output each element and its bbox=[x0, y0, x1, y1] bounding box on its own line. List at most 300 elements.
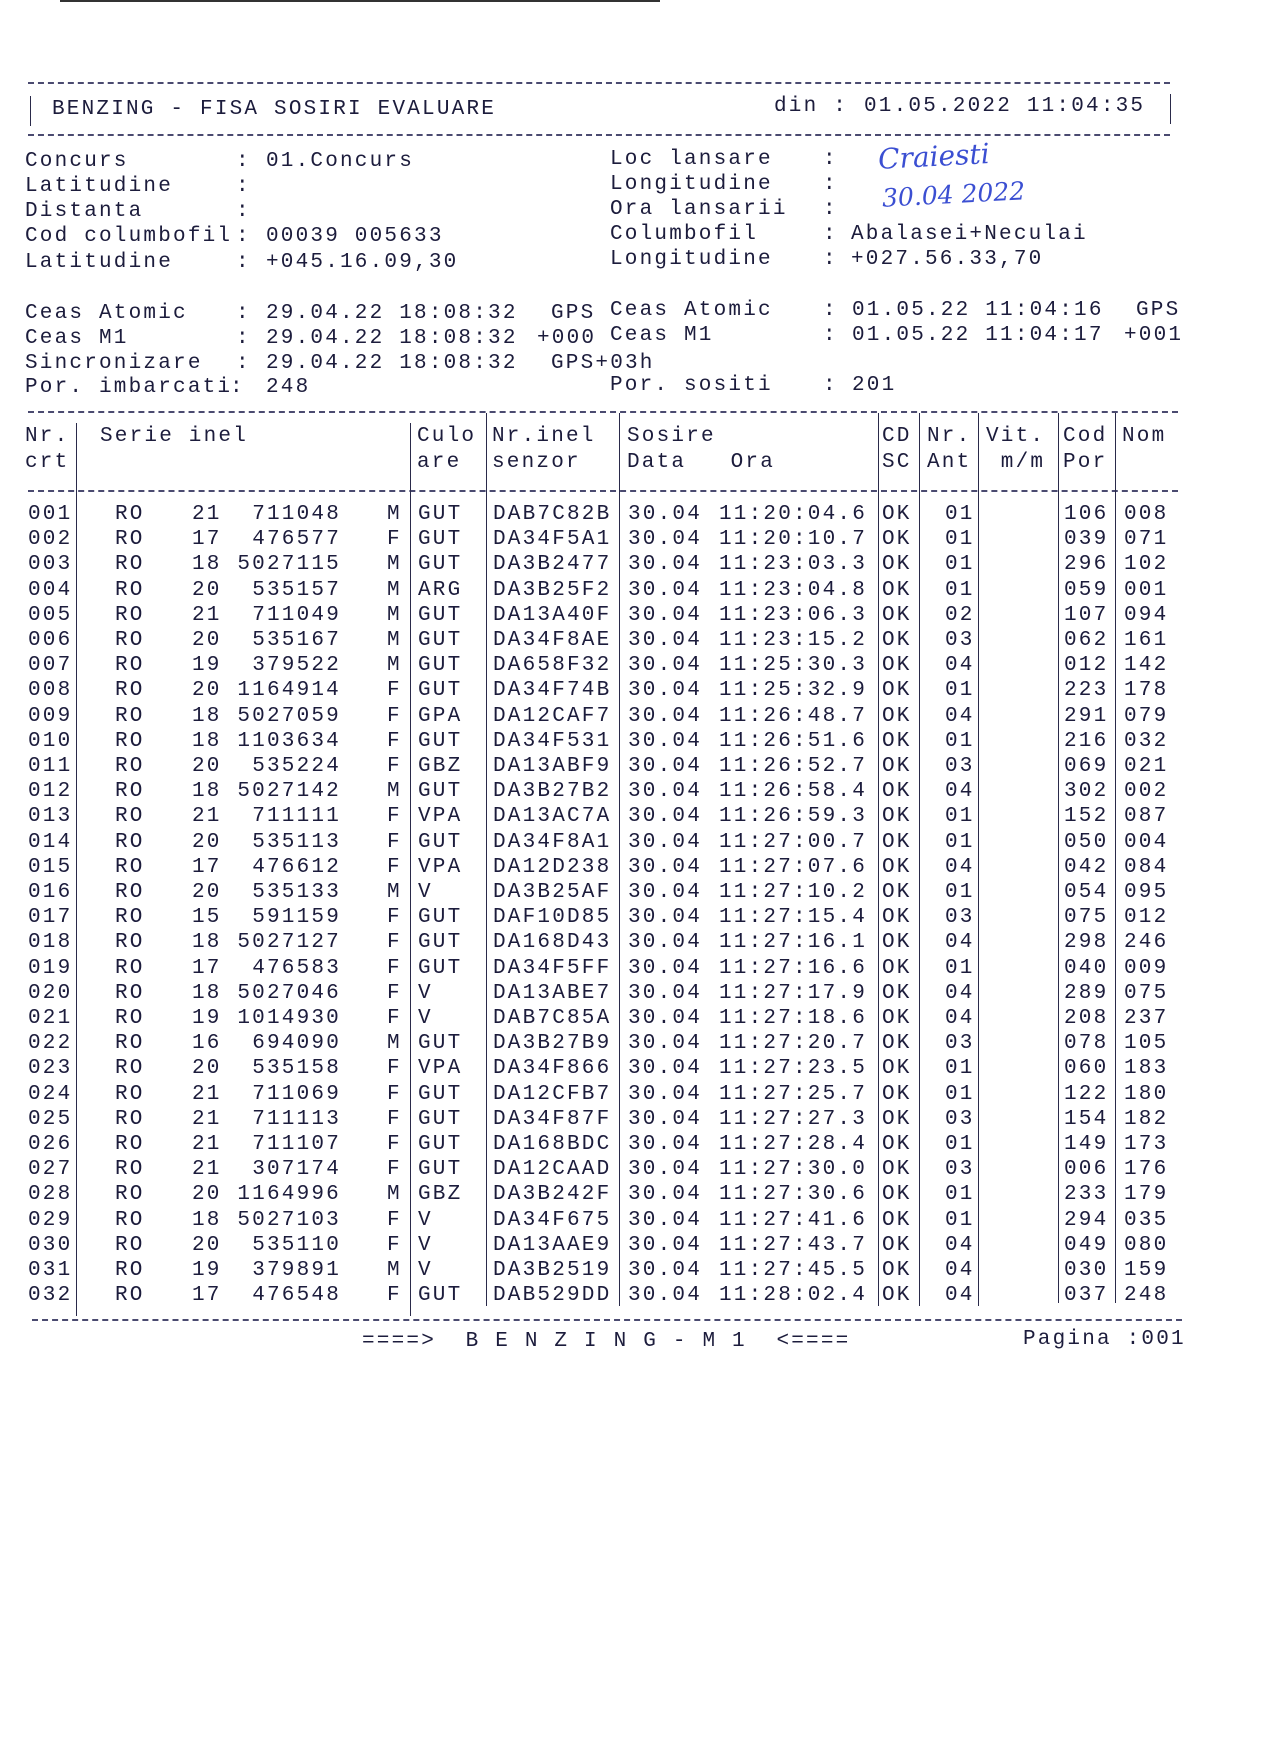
cd-sc: OK bbox=[882, 1183, 912, 1207]
cd-sc: OK bbox=[882, 931, 912, 955]
country: RO bbox=[115, 1284, 145, 1308]
country: RO bbox=[115, 755, 145, 778]
clock-label: Ceas M1 bbox=[610, 324, 714, 347]
nom: 079 bbox=[1124, 704, 1169, 728]
sensor-ring: DA3B27B2 bbox=[493, 780, 612, 804]
color: V bbox=[418, 1208, 433, 1232]
ring-number: 5027103 bbox=[237, 1208, 341, 1232]
divider bbox=[30, 96, 31, 126]
column-header-line2: SC bbox=[882, 451, 912, 474]
color: GUT bbox=[418, 654, 463, 678]
antenna: 02 bbox=[945, 603, 975, 627]
sex: M bbox=[387, 553, 402, 577]
cd-sc: OK bbox=[882, 1208, 912, 1232]
ring-year: 20 bbox=[192, 679, 222, 703]
antenna: 04 bbox=[945, 1233, 975, 1257]
sensor-ring: DA34F531 bbox=[493, 729, 612, 753]
divider bbox=[28, 82, 1170, 84]
color: GUT bbox=[418, 1133, 463, 1156]
row-number: 025 bbox=[28, 1107, 73, 1131]
sensor-ring: DA13A40F bbox=[493, 603, 612, 627]
ring-number: 1164996 bbox=[237, 1183, 341, 1207]
cd-sc: OK bbox=[882, 1007, 912, 1030]
sex: M bbox=[387, 654, 402, 678]
cod-por: 291 bbox=[1064, 704, 1109, 728]
row-number: 003 bbox=[28, 553, 73, 577]
antenna: 04 bbox=[945, 654, 975, 678]
ring-year: 18 bbox=[192, 729, 222, 753]
clock-value: 29.04.22 18:08:32 bbox=[266, 352, 518, 375]
column-divider bbox=[1058, 413, 1059, 1303]
ring-number: 476577 bbox=[252, 528, 341, 552]
ring-number: 535110 bbox=[252, 1233, 341, 1257]
color: GBZ bbox=[418, 1183, 463, 1207]
country: RO bbox=[115, 931, 145, 955]
clock-value: 29.04.22 18:08:32 bbox=[266, 302, 518, 325]
country: RO bbox=[115, 1057, 145, 1081]
ring-year: 19 bbox=[192, 1259, 222, 1282]
clock-label: Ceas Atomic bbox=[25, 302, 188, 325]
sex: F bbox=[387, 528, 402, 552]
sex: M bbox=[387, 1032, 402, 1056]
sensor-ring: DA12CFB7 bbox=[493, 1082, 612, 1106]
sensor-ring: DA13AAE9 bbox=[493, 1233, 612, 1257]
color: VPA bbox=[418, 855, 463, 879]
antenna: 03 bbox=[945, 629, 975, 652]
info-value: +045.16.09,30 bbox=[266, 251, 459, 274]
column-divider bbox=[76, 423, 77, 1316]
ring-year: 18 bbox=[192, 780, 222, 804]
cod-por: 078 bbox=[1064, 1032, 1109, 1056]
cod-por: 106 bbox=[1064, 503, 1109, 526]
country: RO bbox=[115, 1158, 145, 1182]
row-number: 023 bbox=[28, 1057, 73, 1081]
color: GUT bbox=[418, 931, 463, 955]
nom: 248 bbox=[1124, 1284, 1169, 1308]
cod-por: 054 bbox=[1064, 881, 1109, 904]
arrival-time: 11:27:30.6 bbox=[719, 1183, 868, 1207]
country: RO bbox=[115, 830, 145, 854]
sensor-ring: DA3B2477 bbox=[493, 553, 612, 577]
ring-number: 476583 bbox=[252, 956, 341, 980]
nom: 180 bbox=[1124, 1082, 1169, 1106]
arrival-time: 11:27:45.5 bbox=[719, 1259, 868, 1282]
table-row bbox=[0, 805, 1276, 829]
cod-por: 154 bbox=[1064, 1107, 1109, 1131]
colon: : bbox=[236, 327, 251, 350]
sensor-ring: DAB529DD bbox=[493, 1284, 612, 1308]
sex: F bbox=[387, 1057, 402, 1081]
arrival-time: 11:27:43.7 bbox=[719, 1233, 868, 1257]
clock-suffix: +000 bbox=[537, 327, 597, 350]
ring-number: 307174 bbox=[252, 1158, 341, 1182]
cd-sc: OK bbox=[882, 729, 912, 753]
antenna: 01 bbox=[945, 729, 975, 753]
arrival-time: 11:27:15.4 bbox=[719, 906, 868, 930]
column-header: Nr. bbox=[927, 425, 972, 448]
nom: 161 bbox=[1124, 629, 1169, 652]
cd-sc: OK bbox=[882, 553, 912, 577]
antenna: 04 bbox=[945, 1259, 975, 1282]
column-header-line2: are bbox=[417, 451, 462, 474]
cd-sc: OK bbox=[882, 704, 912, 728]
arrival-date: 30.04 bbox=[628, 503, 703, 526]
cd-sc: OK bbox=[882, 906, 912, 930]
arrival-date: 30.04 bbox=[628, 679, 703, 703]
column-header: Serie inel bbox=[100, 425, 249, 448]
table-row bbox=[0, 1032, 1276, 1056]
clock-label: Ceas Atomic bbox=[610, 299, 773, 322]
cod-por: 040 bbox=[1064, 956, 1109, 980]
arrival-date: 30.04 bbox=[628, 1032, 703, 1056]
arrival-time: 11:27:10.2 bbox=[719, 881, 868, 904]
nom: 035 bbox=[1124, 1208, 1169, 1232]
color: VPA bbox=[418, 805, 463, 829]
color: V bbox=[418, 981, 433, 1005]
info-label: Columbofil bbox=[610, 223, 759, 246]
nom: 004 bbox=[1124, 830, 1169, 854]
sex: F bbox=[387, 805, 402, 829]
antenna: 01 bbox=[945, 503, 975, 526]
column-divider bbox=[878, 413, 879, 1306]
ring-number: 711049 bbox=[252, 603, 341, 627]
arrival-time: 11:25:30.3 bbox=[719, 654, 868, 678]
table-row bbox=[0, 780, 1276, 804]
ring-number: 5027046 bbox=[237, 981, 341, 1005]
arrival-date: 30.04 bbox=[628, 805, 703, 829]
table-row bbox=[0, 982, 1276, 1006]
arrival-time: 11:27:25.7 bbox=[719, 1082, 868, 1106]
colon: : bbox=[823, 173, 838, 196]
sex: F bbox=[387, 830, 402, 854]
sex: F bbox=[387, 1082, 402, 1106]
colon: : bbox=[236, 302, 251, 325]
cod-por: 075 bbox=[1064, 906, 1109, 930]
ring-number: 5027115 bbox=[237, 553, 341, 577]
clock-value: 248 bbox=[266, 376, 311, 399]
cod-por: 037 bbox=[1064, 1284, 1109, 1308]
antenna: 04 bbox=[945, 1284, 975, 1308]
column-divider bbox=[919, 413, 920, 1306]
nom: 183 bbox=[1124, 1057, 1169, 1081]
arrival-date: 30.04 bbox=[628, 578, 703, 602]
arrival-date: 30.04 bbox=[628, 855, 703, 879]
sex: F bbox=[387, 679, 402, 703]
antenna: 01 bbox=[945, 1057, 975, 1081]
sensor-ring: DA3B25AF bbox=[493, 881, 612, 904]
arrival-time: 11:27:27.3 bbox=[719, 1107, 868, 1131]
antenna: 01 bbox=[945, 1183, 975, 1207]
arrival-time: 11:27:28.4 bbox=[719, 1133, 868, 1156]
sex: F bbox=[387, 755, 402, 778]
cod-por: 107 bbox=[1064, 603, 1109, 627]
column-header-line2: Ant bbox=[927, 451, 972, 474]
info-label: Latitudine bbox=[25, 175, 174, 198]
ring-number: 535113 bbox=[252, 830, 341, 854]
antenna: 01 bbox=[945, 553, 975, 577]
table-row bbox=[0, 629, 1276, 653]
table-row bbox=[0, 679, 1276, 703]
arrival-time: 11:27:17.9 bbox=[719, 981, 868, 1005]
sensor-ring: DA12CAAD bbox=[493, 1158, 612, 1182]
row-number: 009 bbox=[28, 704, 73, 728]
ring-number: 5027127 bbox=[237, 931, 341, 955]
row-number: 027 bbox=[28, 1158, 73, 1182]
sensor-ring: DA34F87F bbox=[493, 1107, 612, 1131]
cd-sc: OK bbox=[882, 1133, 912, 1156]
info-label: Latitudine bbox=[25, 251, 174, 274]
row-number: 010 bbox=[28, 729, 73, 753]
antenna: 01 bbox=[945, 1082, 975, 1106]
divider bbox=[1170, 94, 1171, 124]
table-bottom-divider bbox=[32, 1319, 1182, 1321]
table-row bbox=[0, 553, 1276, 577]
color: GBZ bbox=[418, 755, 463, 778]
cod-por: 039 bbox=[1064, 528, 1109, 552]
column-divider bbox=[1115, 413, 1116, 1303]
cod-por: 006 bbox=[1064, 1158, 1109, 1182]
nom: 182 bbox=[1124, 1107, 1169, 1131]
arrival-time: 11:26:58.4 bbox=[719, 780, 868, 804]
ring-year: 16 bbox=[192, 1032, 222, 1056]
clock-label: Por. imbarcati bbox=[25, 376, 233, 399]
sex: M bbox=[387, 881, 402, 904]
row-number: 026 bbox=[28, 1133, 73, 1156]
row-number: 017 bbox=[28, 906, 73, 930]
cod-por: 012 bbox=[1064, 654, 1109, 678]
info-label: Longitudine bbox=[610, 173, 773, 196]
ring-year: 17 bbox=[192, 1284, 222, 1308]
nom: 094 bbox=[1124, 603, 1169, 627]
column-header: Nom bbox=[1122, 425, 1167, 448]
clock-label: Sincronizare bbox=[25, 352, 203, 375]
arrival-date: 30.04 bbox=[628, 906, 703, 930]
column-divider bbox=[978, 413, 979, 1306]
nom: 105 bbox=[1124, 1032, 1169, 1056]
color: GUT bbox=[418, 729, 463, 753]
ring-year: 18 bbox=[192, 704, 222, 728]
clock-label: Por. sositi bbox=[610, 374, 773, 397]
ring-year: 18 bbox=[192, 981, 222, 1005]
column-divider bbox=[486, 413, 487, 1306]
row-number: 015 bbox=[28, 855, 73, 879]
cd-sc: OK bbox=[882, 780, 912, 804]
cd-sc: OK bbox=[882, 881, 912, 904]
colon: : bbox=[823, 248, 838, 271]
country: RO bbox=[115, 528, 145, 552]
table-header-divider bbox=[28, 490, 1178, 492]
cod-por: 059 bbox=[1064, 578, 1109, 602]
antenna: 04 bbox=[945, 855, 975, 879]
color: GUT bbox=[418, 553, 463, 577]
sensor-ring: DA13ABE7 bbox=[493, 981, 612, 1005]
column-header-line2: m/m bbox=[986, 451, 1046, 474]
arrival-date: 30.04 bbox=[628, 780, 703, 804]
arrival-date: 30.04 bbox=[628, 1183, 703, 1207]
ring-number: 535224 bbox=[252, 755, 341, 778]
colon: : bbox=[236, 175, 251, 198]
sex: M bbox=[387, 503, 402, 526]
country: RO bbox=[115, 1107, 145, 1131]
ring-number: 591159 bbox=[252, 906, 341, 930]
arrival-date: 30.04 bbox=[628, 1158, 703, 1182]
ring-year: 17 bbox=[192, 956, 222, 980]
arrival-time: 11:27:23.5 bbox=[719, 1057, 868, 1081]
sensor-ring: DA3B25F2 bbox=[493, 578, 612, 602]
column-header: Nr.inel bbox=[492, 425, 596, 448]
cd-sc: OK bbox=[882, 1158, 912, 1182]
nom: 071 bbox=[1124, 528, 1169, 552]
color: VPA bbox=[418, 1057, 463, 1081]
color: GUT bbox=[418, 1032, 463, 1056]
cod-por: 223 bbox=[1064, 679, 1109, 703]
arrival-date: 30.04 bbox=[628, 1082, 703, 1106]
antenna: 03 bbox=[945, 755, 975, 778]
cd-sc: OK bbox=[882, 654, 912, 678]
country: RO bbox=[115, 578, 145, 602]
sensor-ring: DA34F74B bbox=[493, 679, 612, 703]
nom: 237 bbox=[1124, 1007, 1169, 1030]
nom: 032 bbox=[1124, 729, 1169, 753]
row-number: 006 bbox=[28, 629, 73, 652]
table-row bbox=[0, 1057, 1276, 1081]
ring-number: 5027059 bbox=[237, 704, 341, 728]
arrival-date: 30.04 bbox=[628, 1233, 703, 1257]
clock-value: 01.05.22 11:04:17 bbox=[852, 324, 1104, 347]
cd-sc: OK bbox=[882, 1057, 912, 1081]
cd-sc: OK bbox=[882, 1233, 912, 1257]
cod-por: 030 bbox=[1064, 1259, 1109, 1282]
nom: 080 bbox=[1124, 1233, 1169, 1257]
ring-number: 711113 bbox=[252, 1107, 341, 1131]
footer-brand: ====> B E N Z I N G - M 1 <==== bbox=[362, 1330, 851, 1353]
sensor-ring: DA34F675 bbox=[493, 1208, 612, 1232]
colon: : bbox=[236, 150, 251, 173]
nom: 095 bbox=[1124, 881, 1169, 904]
arrival-time: 11:20:04.6 bbox=[719, 503, 868, 526]
color: GPA bbox=[418, 704, 463, 728]
sex: M bbox=[387, 780, 402, 804]
ring-number: 711107 bbox=[252, 1133, 341, 1156]
row-number: 021 bbox=[28, 1007, 73, 1030]
nom: 173 bbox=[1124, 1133, 1169, 1156]
nom: 002 bbox=[1124, 780, 1169, 804]
ring-year: 17 bbox=[192, 855, 222, 879]
country: RO bbox=[115, 956, 145, 980]
ring-number: 1103634 bbox=[237, 729, 341, 753]
antenna: 01 bbox=[945, 830, 975, 854]
colon: : bbox=[823, 198, 838, 221]
color: GUT bbox=[418, 528, 463, 552]
ring-year: 20 bbox=[192, 1233, 222, 1257]
info-label: Longitudine bbox=[610, 248, 773, 271]
country: RO bbox=[115, 1133, 145, 1156]
cd-sc: OK bbox=[882, 1082, 912, 1106]
sex: F bbox=[387, 729, 402, 753]
sensor-ring: DA13ABF9 bbox=[493, 755, 612, 778]
country: RO bbox=[115, 1208, 145, 1232]
nom: 142 bbox=[1124, 654, 1169, 678]
colon: : bbox=[236, 251, 251, 274]
cod-por: 216 bbox=[1064, 729, 1109, 753]
color: V bbox=[418, 881, 433, 904]
color: GUT bbox=[418, 679, 463, 703]
row-number: 008 bbox=[28, 679, 73, 703]
ring-number: 711111 bbox=[252, 805, 341, 829]
page-number: Pagina :001 bbox=[1023, 1328, 1186, 1351]
ring-number: 535133 bbox=[252, 881, 341, 904]
table-row bbox=[0, 1083, 1276, 1107]
info-label: Concurs bbox=[25, 150, 129, 173]
cd-sc: OK bbox=[882, 956, 912, 980]
table-row bbox=[0, 906, 1276, 930]
colon: : bbox=[823, 148, 838, 171]
sensor-ring: DA3B2519 bbox=[493, 1259, 612, 1282]
row-number: 016 bbox=[28, 881, 73, 904]
color: GUT bbox=[418, 906, 463, 930]
report-title: BENZING - FISA SOSIRI EVALUARE bbox=[52, 98, 497, 121]
ring-year: 18 bbox=[192, 553, 222, 577]
arrival-time: 11:26:48.7 bbox=[719, 704, 868, 728]
arrival-date: 30.04 bbox=[628, 528, 703, 552]
color: GUT bbox=[418, 629, 463, 652]
row-number: 013 bbox=[28, 805, 73, 829]
cod-por: 050 bbox=[1064, 830, 1109, 854]
ring-number: 379522 bbox=[252, 654, 341, 678]
table-row bbox=[0, 1158, 1276, 1182]
color: GUT bbox=[418, 956, 463, 980]
row-number: 020 bbox=[28, 981, 73, 1005]
antenna: 01 bbox=[945, 528, 975, 552]
cd-sc: OK bbox=[882, 755, 912, 778]
country: RO bbox=[115, 679, 145, 703]
arrival-date: 30.04 bbox=[628, 704, 703, 728]
clock-suffix: +001 bbox=[1124, 324, 1184, 347]
color: GUT bbox=[418, 780, 463, 804]
table-row bbox=[0, 503, 1276, 527]
table-row bbox=[0, 1108, 1276, 1132]
arrival-date: 30.04 bbox=[628, 1259, 703, 1282]
sensor-ring: DA34F5A1 bbox=[493, 528, 612, 552]
sex: F bbox=[387, 704, 402, 728]
antenna: 04 bbox=[945, 780, 975, 804]
color: GUT bbox=[418, 603, 463, 627]
country: RO bbox=[115, 1007, 145, 1030]
arrival-time: 11:27:00.7 bbox=[719, 830, 868, 854]
ring-number: 535158 bbox=[252, 1057, 341, 1081]
nom: 178 bbox=[1124, 679, 1169, 703]
color: GUT bbox=[418, 1107, 463, 1131]
cd-sc: OK bbox=[882, 603, 912, 627]
column-header: Cod bbox=[1063, 425, 1108, 448]
sensor-ring: DA658F32 bbox=[493, 654, 612, 678]
color: V bbox=[418, 1233, 433, 1257]
country: RO bbox=[115, 1259, 145, 1282]
arrival-date: 30.04 bbox=[628, 729, 703, 753]
ring-year: 21 bbox=[192, 503, 222, 526]
sensor-ring: DA34F866 bbox=[493, 1057, 612, 1081]
cod-por: 302 bbox=[1064, 780, 1109, 804]
table-row bbox=[0, 931, 1276, 955]
arrival-time: 11:27:18.6 bbox=[719, 1007, 868, 1030]
printed-label: din : bbox=[774, 95, 849, 118]
ring-number: 476612 bbox=[252, 855, 341, 879]
handwritten-date: 30.04 2022 bbox=[881, 176, 1026, 213]
nom: 159 bbox=[1124, 1259, 1169, 1282]
sex: M bbox=[387, 629, 402, 652]
info-value: 01.Concurs bbox=[266, 150, 415, 173]
table-row bbox=[0, 856, 1276, 880]
